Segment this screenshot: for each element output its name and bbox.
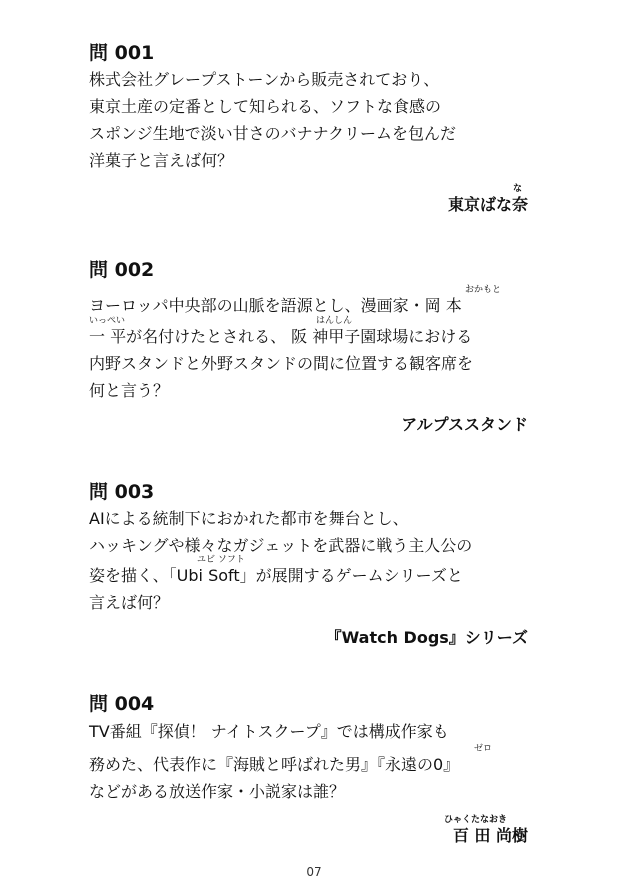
answer: 東京ばな奈 [447, 195, 528, 214]
answer: アルプススタンド [401, 415, 528, 434]
question-text-line: ヨーロッパ中央部の山脈を語源とし、漫画家・岡 本 [89, 296, 462, 315]
question-text-line: 姿を描く、「Ubi Soft」が展開するゲームシリーズと [89, 566, 463, 585]
ruby-annotation: ゼロ [474, 744, 493, 754]
question-text-line: 何と言う？ [89, 381, 170, 400]
answer: 百 田 尚樹 [452, 826, 528, 845]
question-text-line: などがある放送作家・小説家は誰？ [89, 782, 346, 801]
question-text-line: ハッキングや様々なガジェットを武器に戦う主人公の [89, 536, 473, 555]
question-heading: 問 001 [89, 42, 155, 64]
question-text-line: AIによる統制下におかれた都市を舞台とし、 [89, 509, 409, 528]
question-text-line: TV番組『探偵！ ナイトスクープ』では構成作家も [89, 722, 449, 741]
answer-ruby: ひゃくたなおき [444, 815, 508, 825]
question-heading: 問 003 [89, 481, 155, 503]
question-text-line: 株式会社グレープストーンから販売されており、 [89, 70, 440, 89]
question-heading: 問 004 [89, 693, 155, 715]
question-heading: 問 002 [89, 259, 155, 281]
answer-ruby: な [513, 184, 523, 194]
question-text-line: スポンジ生地で淡い甘さのバナナクリームを包んだ [89, 124, 456, 143]
question-text-line: 内野スタンドと外野スタンドの間に位置する観客席を [89, 354, 474, 373]
question-text-line: 務めた、代表作に『海賊と呼ばれた男』『永遠の0』 [89, 755, 460, 774]
question-text-line: 洋菓子と言えば何？ [89, 151, 234, 170]
ruby-annotation: おかもと [465, 285, 502, 295]
question-text-line: 言えば何？ [89, 593, 170, 612]
ruby-annotation: いっぺい [89, 316, 126, 326]
ruby-annotation: ユビ ソフト [197, 555, 245, 565]
question-text-line: 一 平が名付けたとされる、 阪 神甲子園球場における [89, 327, 473, 346]
answer: 『Watch Dogs』シリーズ [325, 628, 528, 647]
ruby-annotation: はんしん [316, 316, 353, 326]
page-number: 07 [306, 865, 322, 879]
question-text-line: 東京土産の定番として知られる、ソフトな食感の [89, 97, 442, 116]
